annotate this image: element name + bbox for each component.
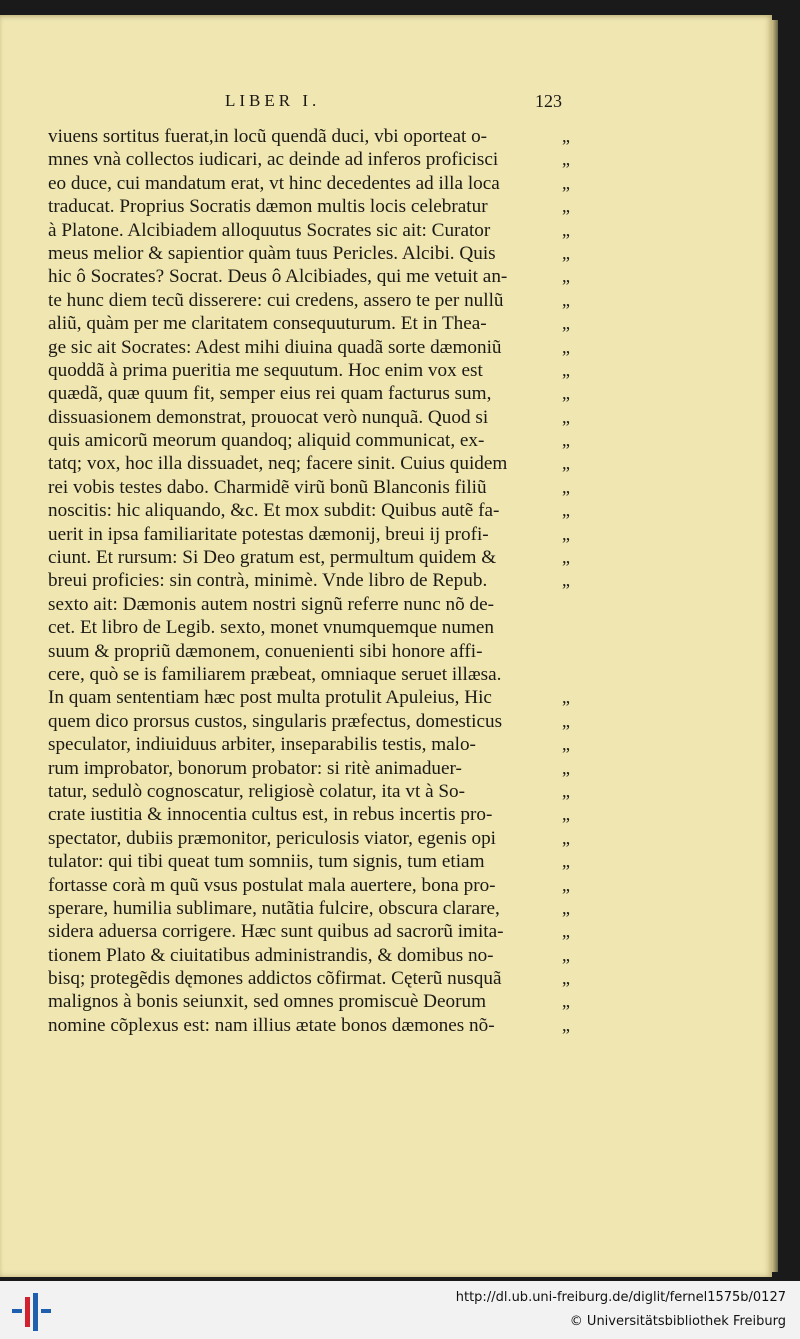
marginal-quote-mark: „ xyxy=(562,196,570,217)
scanned-page xyxy=(0,15,772,1277)
text-line xyxy=(48,640,588,663)
marginal-quote-mark: „ xyxy=(562,126,570,146)
marginal-quote-mark: „ xyxy=(562,874,570,895)
footer-bar xyxy=(0,1281,800,1339)
text-line xyxy=(48,686,588,709)
text-line xyxy=(48,874,588,897)
text-line xyxy=(48,452,588,475)
copyright-notice: © Universitätsbibliothek Freiburg xyxy=(569,1314,786,1329)
text-line xyxy=(48,920,588,943)
text-line-content: ge sic ait Socrates: Adest mihi diuina quadã sorte dæmoniũ xyxy=(48,336,502,358)
text-line-content: mnes vnà collectos iudicari, ac deinde ad inferos proficisci xyxy=(48,149,499,171)
marginal-quote-mark: „ xyxy=(562,757,570,778)
text-line xyxy=(48,733,588,756)
text-line-content: tatur, sedulò cognoscatur, religiosè colatur, ita vt à So- xyxy=(48,780,466,802)
text-line-content: In quam sententiam hæc post multa protulit Apuleius, Hic xyxy=(48,687,492,709)
marginal-quote-mark: „ xyxy=(562,710,570,731)
text-line xyxy=(48,336,588,359)
marginal-quote-mark: „ xyxy=(562,500,570,521)
text-line xyxy=(48,195,588,218)
text-line-content: sexto ait: Dæmonis autem nostri signũ referre nunc nõ de- xyxy=(48,593,495,615)
marginal-quote-mark: „ xyxy=(562,851,570,872)
text-line xyxy=(48,803,588,826)
text-line-content: quoddã à prima pueritia me sequutum. Hoc enim vox est xyxy=(48,359,483,381)
text-line-content: rei vobis testes dabo. Charmidẽ virũ bonũ Blanconis filiũ xyxy=(48,476,487,498)
text-line xyxy=(48,429,588,452)
running-head: LIBER I. xyxy=(225,91,321,110)
marginal-quote-mark: „ xyxy=(562,921,570,942)
text-line-content: ciunt. Et rursum: Si Deo gratum est, permultum quidem & xyxy=(48,547,497,569)
marginal-quote-mark: „ xyxy=(562,172,570,193)
text-line xyxy=(48,219,588,242)
marginal-quote-mark: „ xyxy=(562,430,570,451)
marginal-quote-mark: „ xyxy=(562,336,570,357)
marginal-quote-mark: „ xyxy=(562,219,570,240)
marginal-quote-mark: „ xyxy=(562,1014,570,1035)
text-line-content: suum & propriũ dæmonem, conuenienti sibi honore affi- xyxy=(48,640,483,662)
marginal-quote-mark: „ xyxy=(562,547,570,568)
marginal-quote-mark: „ xyxy=(562,476,570,497)
text-line xyxy=(48,406,588,429)
text-line xyxy=(48,827,588,850)
text-line-content: quis amicorũ meorum quandoq; aliquid communicat, ex- xyxy=(48,430,485,452)
text-line-content: à Platone. Alcibiadem alloquutus Socrates sic ait: Curator xyxy=(48,219,491,241)
text-line xyxy=(48,1014,588,1037)
text-line-content: spectator, dubiis præmonitor, periculosis viator, egenis opi xyxy=(48,827,496,849)
marginal-quote-mark: „ xyxy=(562,687,570,708)
text-line-content: aliũ, quàm per me claritatem consequuturum. Et in Thea- xyxy=(48,313,487,335)
text-line-content: tulator: qui tibi queat tum somniis, tum signis, tum etiam xyxy=(48,851,485,873)
text-line-content: tionem Plato & ciuitatibus administrandis, & domibus no- xyxy=(48,944,494,966)
text-line xyxy=(48,850,588,873)
marginal-quote-mark: „ xyxy=(562,383,570,404)
text-line xyxy=(48,523,588,546)
text-line xyxy=(48,897,588,920)
page-number: 123 xyxy=(535,91,562,111)
text-line xyxy=(48,990,588,1013)
marginal-quote-mark: „ xyxy=(562,313,570,334)
text-line-content: eo duce, cui mandatum erat, vt hinc decedentes ad illa loca xyxy=(48,172,500,194)
marginal-quote-mark: „ xyxy=(562,968,570,989)
text-line xyxy=(48,172,588,195)
text-line-content: malignos à bonis seiunxit, sed omnes promiscuè Deorum xyxy=(48,991,487,1013)
text-line xyxy=(48,663,588,686)
text-line xyxy=(48,499,588,522)
text-line xyxy=(48,944,588,967)
marginal-quote-mark: „ xyxy=(562,570,570,591)
text-line xyxy=(48,967,588,990)
text-line-content: uerit in ipsa familiaritate potestas dæmonij, breui ij profi- xyxy=(48,523,489,545)
text-line-content: viuens sortitus fuerat,in locũ quendã duci, vbi oporteat o- xyxy=(48,126,488,147)
text-line xyxy=(48,710,588,733)
text-line xyxy=(48,312,588,335)
text-line-content: cet. Et libro de Legib. sexto, monet vnumquemque numen xyxy=(48,617,495,639)
text-line-content: sperare, humilia sublimare, nutãtia fulcire, obscura clarare, xyxy=(48,897,500,919)
text-line-content: nomine cõplexus est: nam illius ætate bonos dæmones nõ- xyxy=(48,1014,495,1036)
text-line-content: breui proficies: sin contrà, minimè. Vnde libro de Repub. xyxy=(48,570,488,592)
text-line-content: tatq; vox, hoc illa dissuadet, neq; facere sinit. Cuius quidem xyxy=(48,453,508,475)
marginal-quote-mark: „ xyxy=(562,804,570,825)
text-line-content: hic ô Socrates? Socrat. Deus ô Alcibiades, qui me vetuit an- xyxy=(48,266,508,288)
marginal-quote-mark: „ xyxy=(562,991,570,1012)
text-line-content: te hunc diem tecũ disserere: cui credens, assero te per nullũ xyxy=(48,289,504,311)
text-line xyxy=(48,546,588,569)
text-line-content: quædã, quæ quum fit, semper eius rei quam facturus sum, xyxy=(48,383,492,405)
text-line xyxy=(48,382,588,405)
text-line xyxy=(48,359,588,382)
text-line xyxy=(48,125,588,148)
text-line xyxy=(48,757,588,780)
text-line-content: speculator, indiuiduus arbiter, inseparabilis testis, malo- xyxy=(48,734,476,756)
text-line-content: noscitis: hic aliquando, &c. Et mox subdit: Quibus autẽ fa- xyxy=(48,500,500,522)
text-line xyxy=(48,593,588,616)
text-line-content: quem dico prorsus custos, singularis præfectus, domesticus xyxy=(48,710,503,732)
source-url-link[interactable]: http://dl.ub.uni-freiburg.de/diglit/fernel1575b/0127 xyxy=(455,1290,786,1305)
text-line-content: cere, quò se is familiarem præbeat, omniaque seruet illæsa. xyxy=(48,663,502,685)
text-line-content: fortasse corà m quũ vsus postulat mala auertere, bona pro- xyxy=(48,874,496,896)
marginal-quote-mark: „ xyxy=(562,149,570,170)
marginal-quote-mark: „ xyxy=(562,780,570,801)
text-line-content: meus melior & sapientior quàm tuus Pericles. Alcibi. Quis xyxy=(48,242,496,264)
text-line xyxy=(48,242,588,265)
text-line xyxy=(48,780,588,803)
marginal-quote-mark: „ xyxy=(562,289,570,310)
text-line-content: sidera aduersa corrigere. Hæc sunt quibus ad sacrorũ imita- xyxy=(48,921,504,943)
text-line-content: traducat. Proprius Socratis dæmon multis locis celebratur xyxy=(48,196,488,218)
page-edge xyxy=(772,20,778,1272)
marginal-quote-mark: „ xyxy=(562,406,570,427)
text-line xyxy=(48,616,588,639)
text-line xyxy=(48,569,588,592)
marginal-quote-mark: „ xyxy=(562,453,570,474)
text-line-content: crate iustitia & innocentia cultus est, in rebus incertis pro- xyxy=(48,804,493,826)
text-line xyxy=(48,289,588,312)
marginal-quote-mark: „ xyxy=(562,523,570,544)
marginal-quote-mark: „ xyxy=(562,827,570,848)
ub-freiburg-logo-icon xyxy=(10,1289,54,1333)
marginal-quote-mark: „ xyxy=(562,944,570,965)
text-block xyxy=(48,125,588,1037)
text-line-content: dissuasionem demonstrat, prouocat verò nunquã. Quod si xyxy=(48,406,489,428)
text-line-content: rum improbator, bonorum probator: si ritè animaduer- xyxy=(48,757,462,779)
marginal-quote-mark: „ xyxy=(562,359,570,380)
text-line xyxy=(48,265,588,288)
text-line xyxy=(48,148,588,171)
marginal-quote-mark: „ xyxy=(562,897,570,918)
marginal-quote-mark: „ xyxy=(562,242,570,263)
marginal-quote-mark: „ xyxy=(562,266,570,287)
text-line-content: bisq; protegẽdis dęmones addictos cõfirmat. Cęterũ nusquã xyxy=(48,968,502,990)
text-line xyxy=(48,476,588,499)
marginal-quote-mark: „ xyxy=(562,734,570,755)
